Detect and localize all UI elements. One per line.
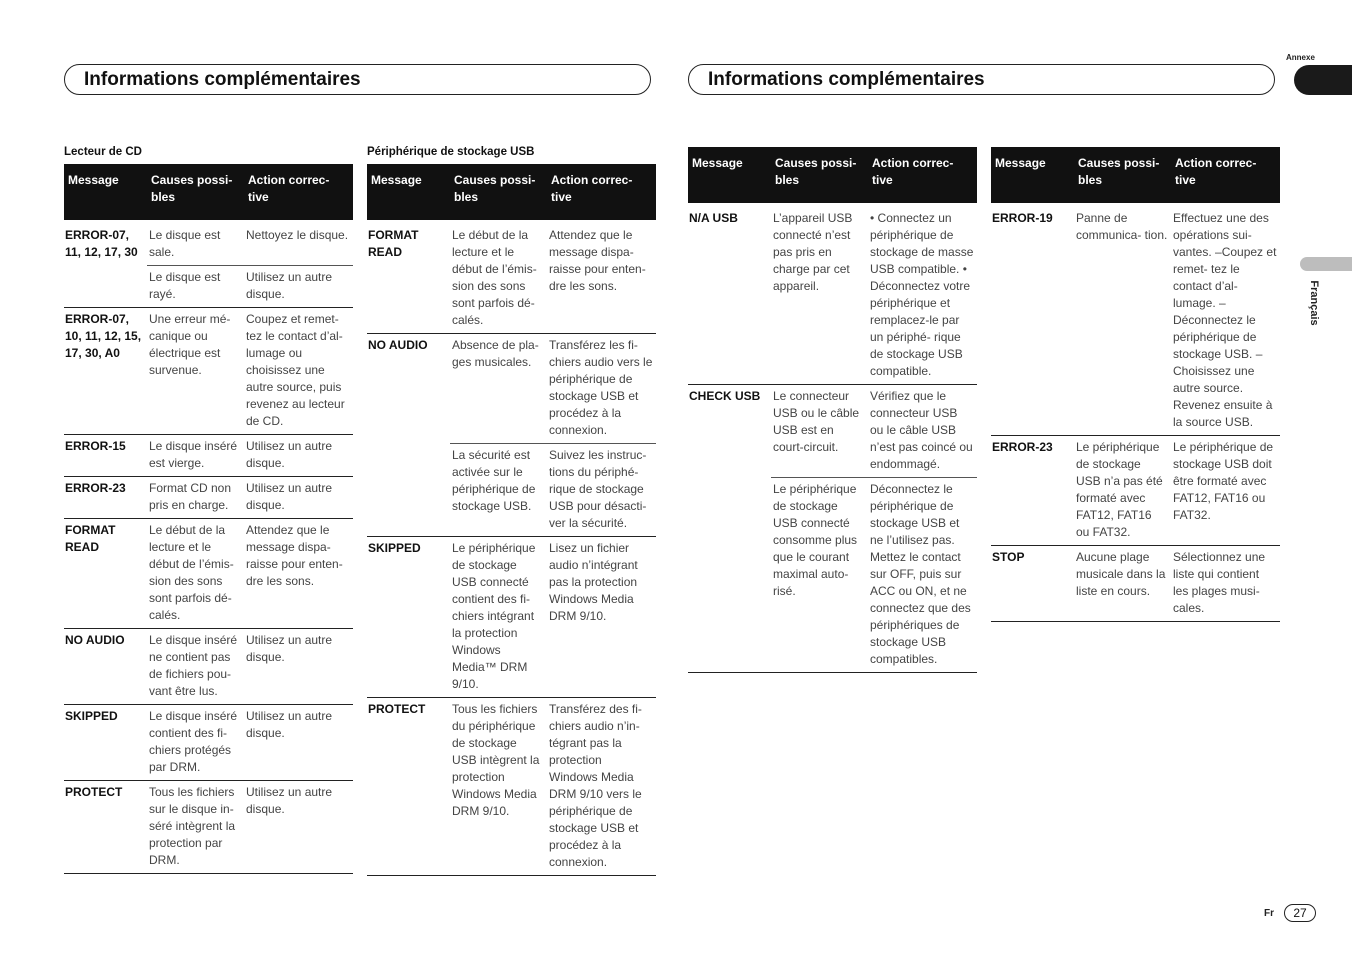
column-header-action: Action correc- tive [547,164,656,222]
possible-cause: Le disque inséré contient des fi- chiers protégés par DRM. [147,705,244,781]
table-header-row [688,147,977,205]
message-code: PROTECT [367,698,450,876]
corrective-action: Coupez et remet- tez le contact d’al- lumage ou choisissez une autre source, puis revenez au lecteur de CD. [244,308,353,435]
section-title-usb: Périphérique de stockage USB [367,146,535,158]
corrective-action: Utilisez un autre disque. [244,705,353,781]
column-header-action: Action correc- tive [244,164,353,222]
column-header-message: Message [991,147,1074,205]
table-row [64,629,353,705]
table-row [991,205,1280,436]
language-label: Français [1308,280,1320,326]
corrective-action: Le périphérique de stockage USB doit être formaté avec FAT12, FAT16 ou FAT32. [1171,436,1280,546]
usb-error-table-1 [367,164,656,876]
table-row [64,519,353,629]
message-code: ERROR-23 [991,436,1074,546]
possible-cause: Le disque est rayé. [147,266,244,308]
corrective-action: Attendez que le message dispa- raisse pour enten- dre les sons. [244,519,353,629]
possible-cause: La sécurité est activée sur le périphérique de stockage USB. [450,444,547,537]
table-row [367,698,656,876]
page-header-left [64,64,651,95]
page-footer [1264,904,1316,922]
column-header-message: Message [64,164,147,222]
message-code: ERROR-23 [64,477,147,519]
table-header-row [64,164,353,222]
message-code: CHECK USB [688,385,771,673]
possible-cause: Format CD non pris en charge. [147,477,244,519]
corrective-action: Sélectionnez une liste qui contient les plages musi- cales. [1171,546,1280,622]
possible-cause: Tous les fichiers sur le disque in- séré intègrent la protection par DRM. [147,781,244,874]
message-code: FORMAT READ [367,222,450,334]
table-row [367,537,656,698]
table-row [991,436,1280,546]
usb-error-table-3 [991,147,1280,622]
possible-cause: Le périphérique de stockage USB n’a pas été formaté avec FAT12, FAT16 ou FAT32. [1074,436,1171,546]
table-row [64,477,353,519]
message-code: SKIPPED [367,537,450,698]
column-header-action: Action correc- tive [1171,147,1280,205]
corrective-action: Transférez les fi- chiers audio vers le périphérique de stockage USB et procédez à la connexion. [547,334,656,444]
possible-cause: Le disque est sale. [147,222,244,266]
cd-error-table [64,164,353,874]
table-row [64,705,353,781]
message-code: ERROR-07, 11, 12, 17, 30 [64,222,147,308]
column-header-message: Message [367,164,450,222]
corrective-action: Suivez les instruc- tions du périphé- rique de stockage USB pour désacti- ver la sécurité. [547,444,656,537]
table-row [688,205,977,385]
corrective-action: Transférez des fi- chiers audio n’in- tégrant pas la protection Windows Media DRM 9/10 vers le périphérique de stockage USB et procédez à la connexion. [547,698,656,876]
column-header-causes: Causes possi- bles [771,147,868,205]
corrective-action: Vérifiez que le connecteur USB ou le câble USB n’est pas coincé ou endommagé. [868,385,977,478]
possible-cause: L’appareil USB connecté n’est pas pris en charge par cet appareil. [771,205,868,385]
message-code: NO AUDIO [64,629,147,705]
language-code: Fr [1264,907,1274,919]
message-code: ERROR-19 [991,205,1074,436]
possible-cause: Le disque inséré ne contient pas de fichiers pou- vant être lus. [147,629,244,705]
page-header-right [688,64,1275,95]
message-code: SKIPPED [64,705,147,781]
message-code: ERROR-15 [64,435,147,477]
possible-cause: Panne de communica- tion. [1074,205,1171,436]
message-code: PROTECT [64,781,147,874]
table-row [367,222,656,334]
message-code: STOP [991,546,1074,622]
message-code: ERROR-07, 10, 11, 12, 15, 17, 30, A0 [64,308,147,435]
possible-cause: Le début de la lecture et le début de l’émis- sion des sons sont parfois dé- calés. [450,222,547,334]
possible-cause: Absence de pla- ges musicales. [450,334,547,444]
possible-cause: Le périphérique de stockage USB connecté contient des fi- chiers intégrant la protection Windows Media™ DRM 9/10. [450,537,547,698]
corrective-action: Effectuez une des opérations sui- vantes. –Coupez et remet- tez le contact d’al- lumage. –Déconnectez le périphérique de stockage USB. –Choisissez une autre source. Revenez ensuite à la source USB. [1171,205,1280,436]
possible-cause: Le début de la lecture et le début de l’émis- sion des sons sont parfois dé- calés. [147,519,244,629]
message-code: NO AUDIO [367,334,450,537]
usb-error-table-2 [688,147,977,673]
message-code: FORMAT READ [64,519,147,629]
column-header-action: Action correc- tive [868,147,977,205]
table-row [64,781,353,874]
table-row [64,222,353,266]
table-row [688,385,977,478]
corrective-action: Déconnectez le périphérique de stockage USB et ne l’utilisez pas. Mettez le contact sur OFF, puis sur ACC ou ON, et ne connectez que des périphériques de stockage USB compatibles. [868,478,977,673]
table-row [64,435,353,477]
table-row [367,334,656,444]
corrective-action: • Connectez un périphérique de stockage de masse USB compatible. • Déconnectez votre périphérique et remplacez-le par un périphé- rique de stockage USB compatible. [868,205,977,385]
possible-cause: Une erreur mé- canique ou électrique est survenue. [147,308,244,435]
corrective-action: Utilisez un autre disque. [244,266,353,308]
possible-cause: Aucune plage musicale dans la liste en cours. [1074,546,1171,622]
corrective-action: Utilisez un autre disque. [244,435,353,477]
message-code: N/A USB [688,205,771,385]
section-tab-marker [1294,65,1352,95]
possible-cause: Tous les fichiers du périphérique de stockage USB intègrent la protection Windows Media DRM 9/10. [450,698,547,876]
table-header-row [991,147,1280,205]
corrective-action: Utilisez un autre disque. [244,781,353,874]
corrective-action: Utilisez un autre disque. [244,477,353,519]
column-header-causes: Causes possi- bles [450,164,547,222]
section-title-cd: Lecteur de CD [64,146,142,158]
annexe-label: Annexe [1286,53,1315,62]
column-header-message: Message [688,147,771,205]
language-tab-marker [1300,257,1352,271]
column-header-causes: Causes possi- bles [147,164,244,222]
possible-cause: Le périphérique de stockage USB connecté consomme plus que le courant maximal auto- risé. [771,478,868,673]
table-row [991,546,1280,622]
possible-cause: Le disque inséré est vierge. [147,435,244,477]
corrective-action: Lisez un fichier audio n’intégrant pas la protection Windows Media DRM 9/10. [547,537,656,698]
possible-cause: Le connecteur USB ou le câble USB est en court-circuit. [771,385,868,478]
page-header-title: Informations complémentaires [84,68,361,90]
table-header-row [367,164,656,222]
corrective-action: Nettoyez le disque. [244,222,353,266]
page-number: 27 [1284,904,1316,922]
corrective-action: Attendez que le message dispa- raisse pour enten- dre les sons. [547,222,656,334]
page-header-title: Informations complémentaires [708,68,985,90]
column-header-causes: Causes possi- bles [1074,147,1171,205]
corrective-action: Utilisez un autre disque. [244,629,353,705]
table-row [64,308,353,435]
